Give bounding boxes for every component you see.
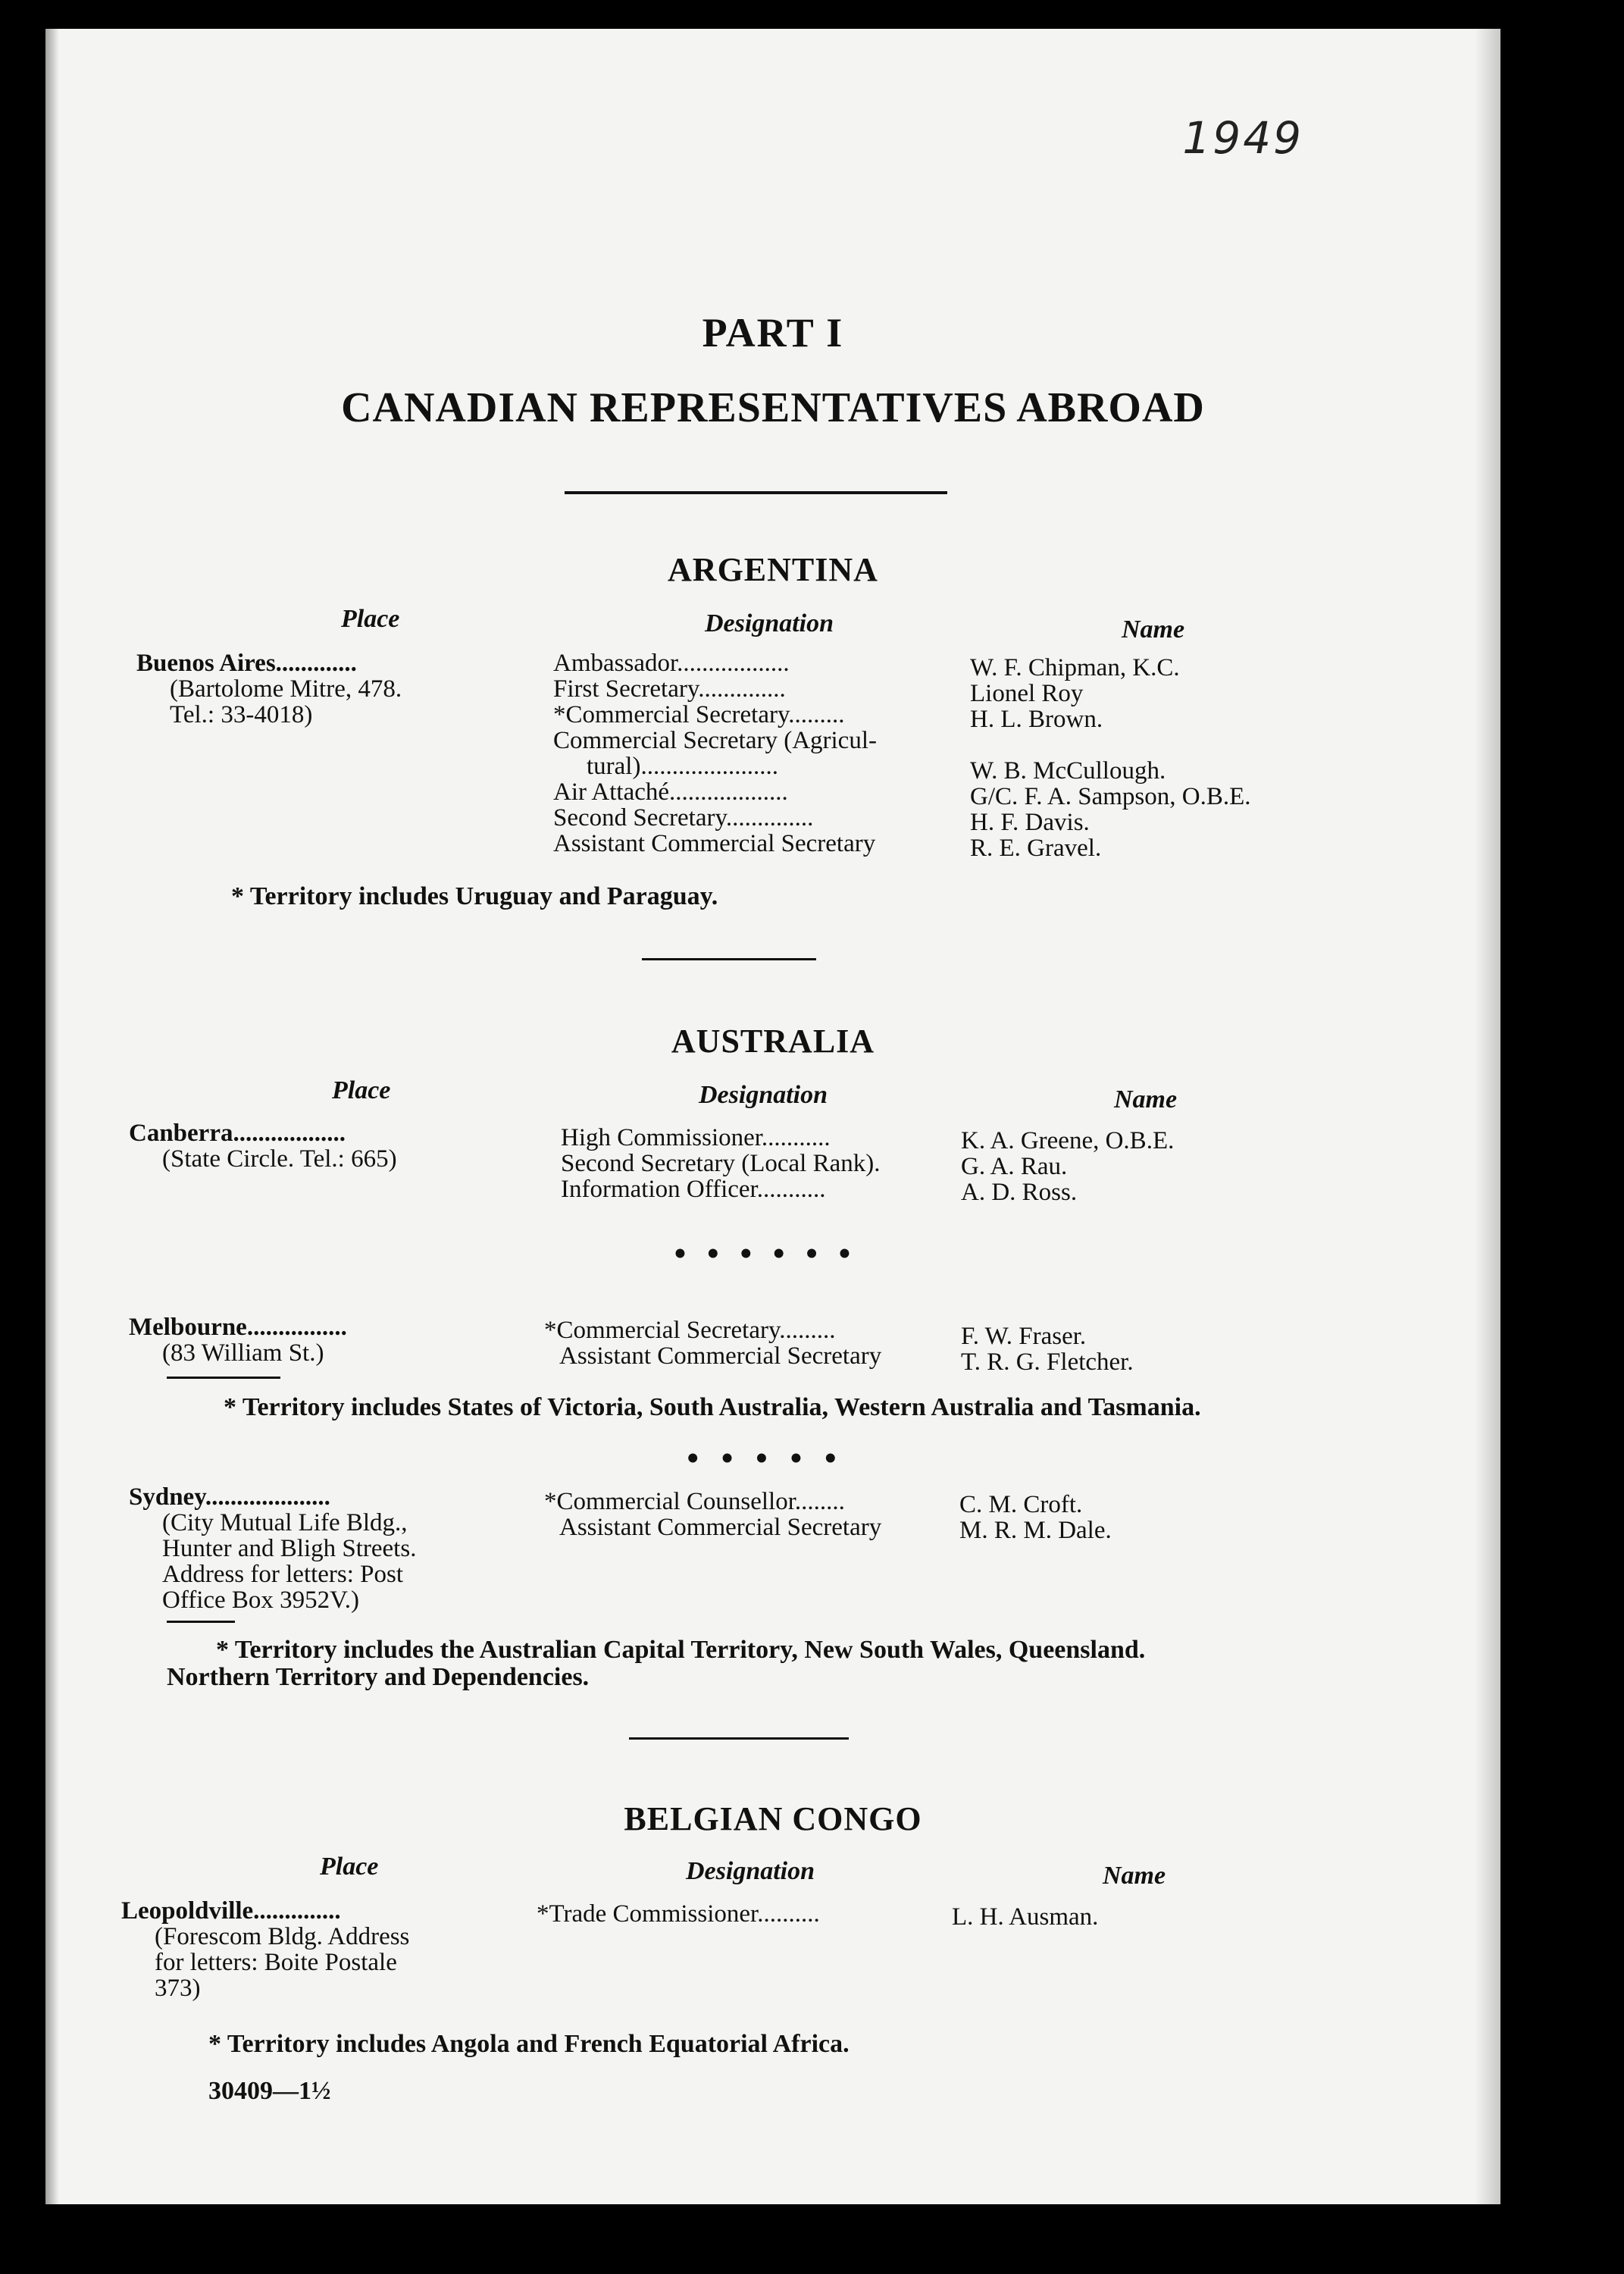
country-heading-australia: AUSTRALIA — [671, 1023, 875, 1060]
handwritten-year: 1949 — [1182, 112, 1303, 164]
place-address: 373) — [155, 1975, 201, 2002]
name-item — [970, 732, 1500, 758]
place-city: Canberra.................. — [129, 1120, 346, 1147]
name-item: W. F. Chipman, K.C. — [970, 654, 1180, 681]
part-title: PART I — [702, 310, 844, 356]
sydney-footnote-line-1: * Territory includes the Australian Capital Territory, New South Wales, Queensland. — [216, 1636, 1146, 1664]
melbourne-names — [961, 1323, 1491, 1375]
column-header-place: Place — [332, 1076, 391, 1104]
place-address: for letters: Boite Postale — [155, 1949, 397, 1976]
name-item: G. A. Rau. — [961, 1153, 1068, 1180]
melbourne-place — [129, 1314, 553, 1366]
place-address: (State Circle. Tel.: 665) — [162, 1145, 397, 1173]
leopoldville-place — [121, 1898, 546, 2001]
sydney-place — [129, 1484, 553, 1613]
column-header-designation: Designation — [705, 609, 834, 637]
place-address: (83 William St.) — [162, 1339, 324, 1367]
sydney-names — [959, 1492, 1490, 1543]
place-telephone: Tel.: 33-4018) — [170, 701, 313, 728]
place-city: Buenos Aires............. — [136, 650, 357, 677]
designation-item: *Trade Commissioner.......... — [537, 1900, 820, 1928]
printer-code: 30409—1½ — [208, 2077, 331, 2105]
section-separator-dots: ••••• — [687, 1439, 859, 1477]
footnote-rule — [167, 1621, 235, 1623]
canberra-place — [129, 1120, 553, 1172]
designation-item: *Commercial Secretary......... — [553, 701, 845, 728]
canberra-names — [961, 1128, 1491, 1205]
document-page — [45, 29, 1500, 2204]
name-item: F. W. Fraser. — [961, 1323, 1087, 1350]
melbourne-designations — [544, 1317, 999, 1369]
section-rule — [642, 958, 816, 960]
designation-item: *Commercial Counsellor........ — [544, 1488, 845, 1515]
designation-item: Second Secretary.............. — [553, 804, 814, 832]
leopoldville-names — [952, 1904, 1482, 1930]
designation-item: Information Officer........... — [561, 1176, 826, 1203]
name-item: K. A. Greene, O.B.E. — [961, 1127, 1175, 1154]
designation-item: Ambassador.................. — [553, 650, 790, 677]
melbourne-footnote: * Territory includes States of Victoria, South Australia, Western Australia and Tasmania. — [224, 1393, 1201, 1421]
column-header-designation: Designation — [686, 1857, 815, 1885]
designation-item: First Secretary.............. — [553, 675, 786, 703]
name-item: H. L. Brown. — [970, 706, 1103, 733]
name-item: Lionel Roy — [970, 680, 1084, 707]
name-item: A. D. Ross. — [961, 1179, 1078, 1206]
place-city: Melbourne................ — [129, 1314, 347, 1341]
footnote-rule — [167, 1377, 280, 1379]
title-rule — [565, 491, 947, 494]
designation-item: Air Attaché................... — [553, 778, 788, 806]
canberra-designations — [561, 1125, 1015, 1202]
argentina-designations — [553, 650, 1008, 857]
designation-item: Second Secretary (Local Rank). — [561, 1150, 881, 1177]
belgian-congo-footnote: * Territory includes Angola and French Equatorial Africa. — [208, 2030, 850, 2058]
country-heading-argentina: ARGENTINA — [668, 551, 878, 588]
name-item: G/C. F. A. Sampson, O.B.E. — [970, 783, 1251, 810]
name-item: L. H. Ausman. — [952, 1903, 1099, 1931]
argentina-names — [970, 655, 1500, 861]
place-address: Address for letters: Post — [162, 1561, 404, 1588]
name-item: R. E. Gravel. — [970, 835, 1102, 862]
argentina-footnote: * Territory includes Uruguay and Paraguay. — [231, 882, 718, 910]
designation-item: Assistant Commercial Secretary — [559, 1342, 882, 1370]
column-header-designation: Designation — [699, 1081, 828, 1109]
designation-item: Commercial Secretary (Agricul- — [553, 727, 877, 754]
designation-item: tural)...................... — [587, 753, 778, 780]
name-item: T. R. G. Fletcher. — [961, 1348, 1134, 1376]
name-item: H. F. Davis. — [970, 809, 1090, 836]
place-address: (City Mutual Life Bldg., — [162, 1509, 408, 1536]
leopoldville-designations — [537, 1901, 991, 1927]
section-rule — [629, 1737, 849, 1740]
place-address: Hunter and Bligh Streets. — [162, 1535, 417, 1562]
section-separator-dots: •••••• — [674, 1235, 872, 1272]
column-header-place: Place — [341, 605, 400, 633]
designation-item: Assistant Commercial Secretary — [553, 830, 876, 857]
argentina-place — [136, 650, 561, 728]
designation-item: *Commercial Secretary......... — [544, 1317, 836, 1344]
name-item: W. B. McCullough. — [970, 757, 1166, 785]
name-item: M. R. M. Dale. — [959, 1517, 1112, 1544]
place-address: (Bartolome Mitre, 478. — [170, 675, 402, 703]
place-city: Sydney.................... — [129, 1483, 330, 1511]
column-header-place: Place — [320, 1853, 379, 1881]
sydney-footnote-line-2: Northern Territory and Dependencies. — [167, 1663, 590, 1691]
column-header-name: Name — [1114, 1085, 1178, 1114]
name-item: C. M. Croft. — [959, 1491, 1083, 1518]
country-heading-belgian-congo: BELGIAN CONGO — [624, 1800, 922, 1837]
designation-item: High Commissioner........... — [561, 1124, 831, 1151]
document-title: CANADIAN REPRESENTATIVES ABROAD — [341, 384, 1205, 431]
column-header-name: Name — [1103, 1862, 1166, 1890]
column-header-name: Name — [1122, 615, 1185, 644]
place-city: Leopoldville.............. — [121, 1897, 341, 1925]
place-address: (Forescom Bldg. Address — [155, 1923, 410, 1950]
designation-item: Assistant Commercial Secretary — [559, 1514, 882, 1541]
sydney-designations — [544, 1489, 999, 1540]
place-address: Office Box 3952V.) — [162, 1586, 360, 1614]
